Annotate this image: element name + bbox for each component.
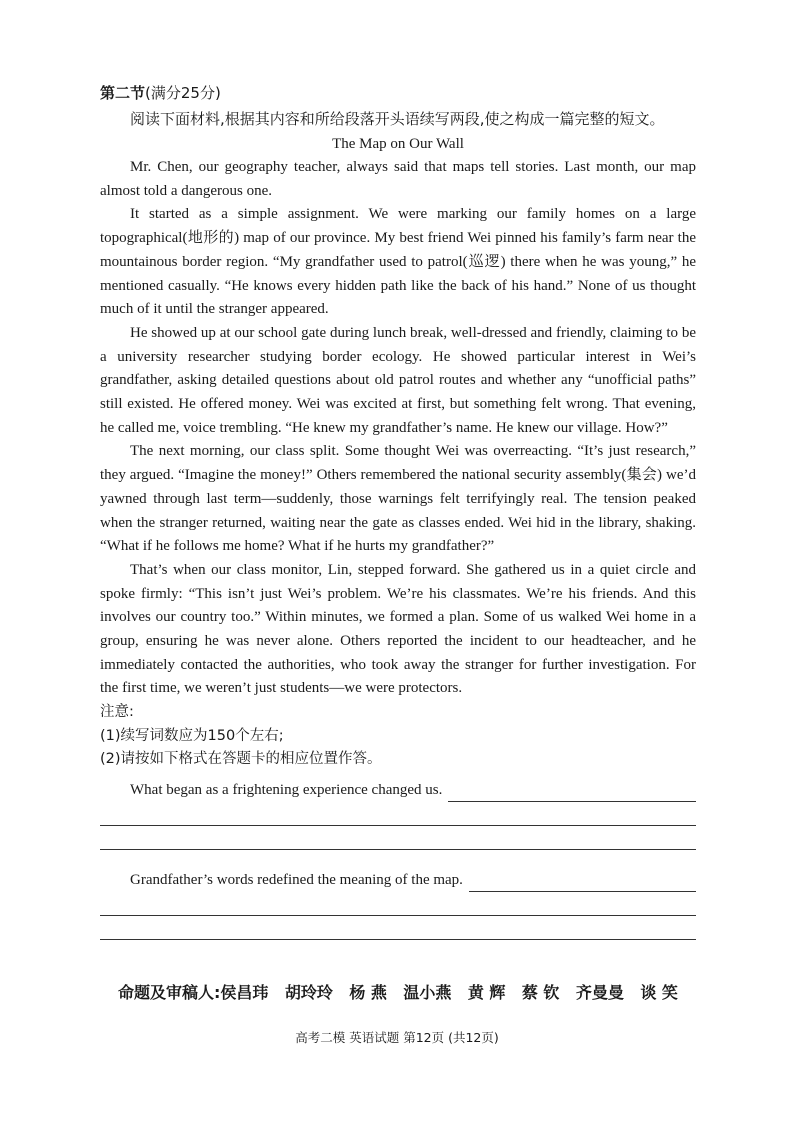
credit-name: 杨 燕 (349, 983, 387, 1002)
answer-line[interactable] (100, 802, 696, 826)
notes-heading: 注意: (100, 704, 134, 721)
credit-name: 胡玲玲 (284, 983, 333, 1002)
note-item: (2)请按如下格式在答题卡的相应位置作答。 (100, 751, 382, 768)
credit-name: 蔡 钦 (521, 983, 560, 1002)
page-footer: 高考二模 英语试题 第12页 (共12页) (295, 1030, 499, 1045)
exam-page (100, 80, 696, 940)
section-title: 第二节 (100, 84, 146, 102)
article-paragraph: The next morning, our class split. Some thought Wei was overreacting. “It’s just research,” they argued. “Imagine the money!” Others remembered the national security assembly(集会) we’d yawned through last term—suddenly, those warnings felt terrifyingly real. The tension peaked when the stranger returned, waiting near the gate as classes ended. Wei hid in the library, shaking. “What if he follows me home? What if he hurts my grandfather?” (100, 443, 696, 555)
answer-line[interactable] (100, 916, 696, 940)
section-instruction: 阅读下面材料,根据其内容和所给段落开头语续写两段,使之构成一篇完整的短文。 (130, 110, 665, 128)
credit-name: 齐曼曼 (575, 983, 624, 1002)
credit-name: 温小燕 (403, 983, 452, 1002)
answer-line[interactable] (100, 826, 696, 850)
answer-blank[interactable] (448, 783, 696, 802)
prompt-text: Grandfather’s words redefined the meaning of the map. (130, 871, 463, 888)
article-paragraph: That’s when our class monitor, Lin, stepped forward. She gathered us in a quiet circle and spoke firmly: “This isn’t just Wei’s problem. We’re his classmates. We’re his friends. And this involves our country too.” Within minutes, we formed a plan. Some of us walked Wei home in a group, ensuring he was never alone. Others reported the incident to our headteacher, and he immediately contacted the authorities, who took away the stranger for further investigation. For the first time, we weren’t just students—we were protectors. (100, 561, 696, 697)
continuation-prompt-1 (100, 778, 696, 802)
article-paragraph: Mr. Chen, our geography teacher, always said that maps tell stories. Last month, our map almost told a dangerous one. (100, 159, 696, 199)
article-paragraph: It started as a simple assignment. We were marking our family homes on a large topographical(地形的) map of our province. My best friend Wei pinned his family’s farm near the mountainous border region. “My grandfather used to patrol(巡逻) there when he was young,” he mentioned casually. “He knows every hidden path like the back of his hand.” None of us thought much of it until the stranger appeared. (100, 206, 696, 318)
answer-blank[interactable] (469, 873, 696, 892)
continuation-prompt-2 (100, 868, 696, 892)
note-item: (1)续写词数应为150个左右; (100, 727, 284, 744)
prompt-text: What began as a frightening experience changed us. (130, 781, 443, 798)
article-paragraph: He showed up at our school gate during lunch break, well-dressed and friendly, claiming to be a university researcher studying border ecology. He showed particular interest in Wei’s grandfather, asking detailed questions about old patrol routes and whether any “unofficial paths” still existed. He offered money. Wei was excited at first, but something felt wrong. That evening, he called me, voice trembling. “He knew my grandfather’s name. He knew our village. How?” (100, 324, 696, 436)
section-heading (100, 80, 696, 106)
credit-name: 黄 辉 (467, 983, 506, 1002)
credit-name: 谈 笑 (640, 983, 678, 1002)
section-score: (满分25分) (145, 84, 221, 102)
author-credits (118, 980, 678, 1006)
credits-label: 命题及审稿人:侯昌玮 (118, 983, 269, 1002)
answer-line[interactable] (100, 892, 696, 916)
article-title: The Map on Our Wall (332, 136, 464, 152)
